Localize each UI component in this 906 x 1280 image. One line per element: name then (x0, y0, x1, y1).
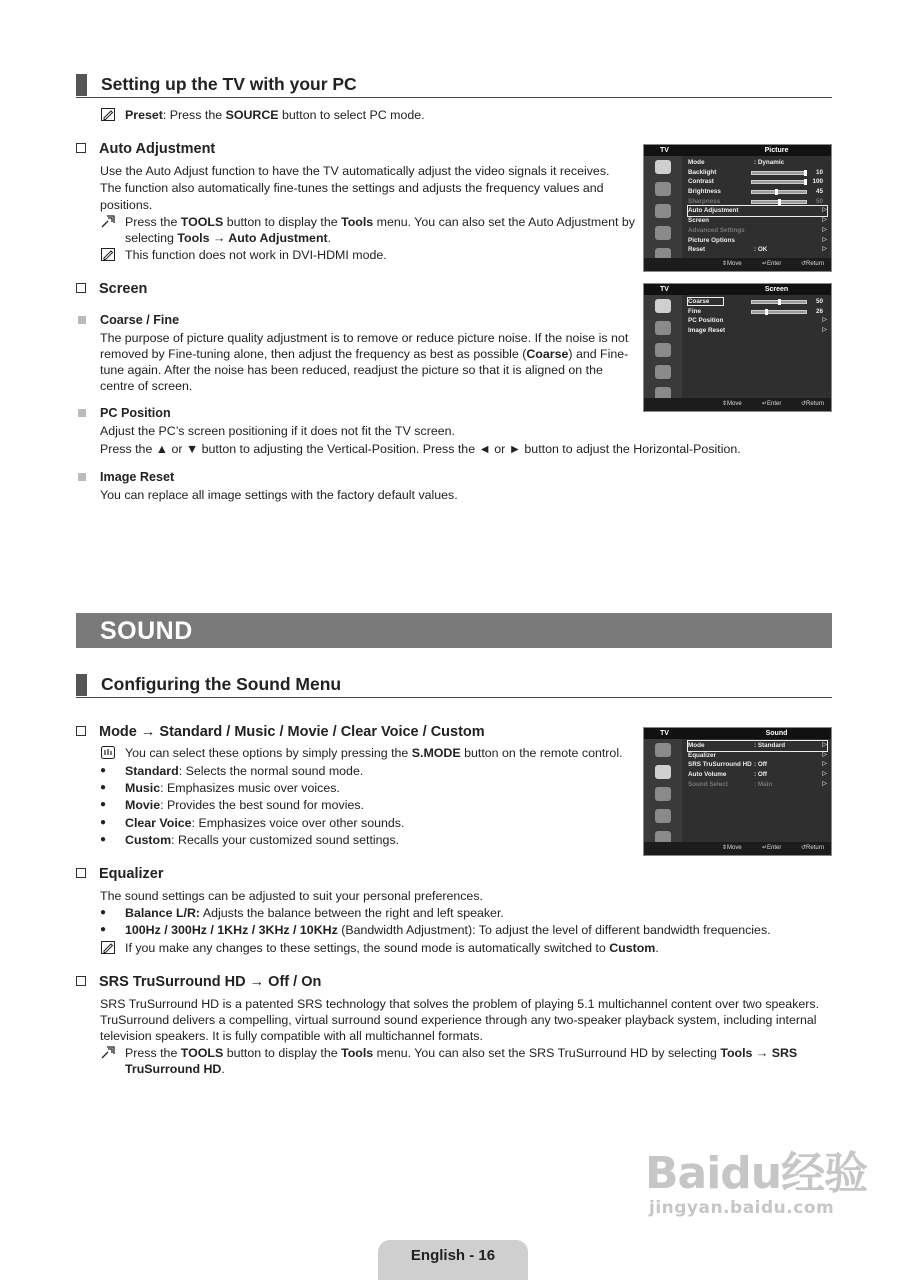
osd-row-reset: Reset : OK ▷ (688, 246, 827, 254)
osd-row-auto-volume: Auto Volume : Off ▷ (688, 771, 827, 779)
section-bar (76, 674, 87, 696)
osd-row-screen: Screen ▷ (688, 217, 827, 225)
list-item: ● Clear Voice: Emphasizes voice over other sounds. (100, 815, 820, 831)
bullet-square-icon (78, 473, 86, 481)
tools-icon (101, 215, 115, 228)
equalizer-paragraph: The sound settings can be adjusted to suit your personal preferences. (100, 889, 483, 903)
sound-banner: SOUND (76, 613, 832, 648)
pc-position-line2: Press the ▲ or ▼ button to adjusting the Vertical-Position. Press the ◄ or ► button to adjust the Horizontal-Position. (100, 442, 741, 456)
osd-row-equalizer: Equalizer ▷ (688, 751, 827, 759)
section-bar (76, 74, 87, 96)
picture-icon (655, 299, 671, 313)
remote-button-icon (101, 746, 115, 759)
heading-auto-adjustment: Auto Adjustment (76, 140, 215, 158)
dvi-note: This function does not work in DVI-HDMI mode. (100, 247, 640, 263)
osd-row-coarse: Coarse 50 (688, 298, 823, 305)
osd-row-srs: SRS TruSurround HD : Off ▷ (688, 761, 827, 769)
osd-sound-menu (643, 727, 832, 856)
osd-row-picture-options: Picture Options ▷ (688, 236, 827, 244)
channel-icon (655, 343, 671, 357)
srs-paragraph: SRS TruSurround HD is a patented SRS technology that solves the problem of playing 5.1 multichannel content over two speakers. TruSurround delivers a compelling, virtual surround sound experience through any two-speaker playback system, including internal television speakers. It is fully compatible with all multichannel formats. (100, 997, 820, 1043)
section-header-sound (76, 672, 832, 698)
smode-note: You can select these options by simply pressing the S.MODE button on the remote control. (100, 745, 640, 761)
auto-adjust-tools-note: Press the TOOLS button to display the Tools menu. You can also set the Auto Adjustment by selecting Tools → Auto Adjustment. (100, 214, 640, 246)
heading-srs: SRS TruSurround HD → Off / On (76, 973, 321, 991)
setup-icon (655, 365, 671, 379)
osd-row-pc-position: PC Position ▷ (688, 317, 827, 325)
note-icon (101, 248, 115, 261)
osd-row-image-reset: Image Reset ▷ (688, 327, 827, 335)
checkbox-square-icon (76, 976, 86, 986)
image-reset-text: You can replace all image settings with the factory default values. (100, 488, 458, 502)
heading-coarse-fine: Coarse / Fine (78, 312, 179, 328)
heading-equalizer: Equalizer (76, 865, 163, 883)
bullet-square-icon (78, 316, 86, 324)
osd-row-advanced: Advanced Settings ▷ (688, 226, 827, 234)
note-icon (101, 941, 115, 954)
osd-title-bar: TV Sound (644, 728, 831, 739)
osd-sidebar (644, 156, 682, 258)
checkbox-square-icon (76, 143, 86, 153)
channel-icon (655, 787, 671, 801)
setup-icon (655, 226, 671, 240)
osd-row-fine: Fine 26 (688, 307, 823, 315)
osd-footer: ⇕ Move ↵ Enter ↺ Return (644, 398, 831, 411)
checkbox-square-icon (76, 868, 86, 878)
osd-title-bar: TV Screen (644, 284, 831, 295)
heading-sound-mode: Mode → Standard / Music / Movie / Clear Voice / Custom (76, 723, 485, 741)
picture-icon (655, 743, 671, 757)
osd-picture-menu (643, 144, 832, 272)
srs-tools-note: Press the TOOLS button to display the Tools menu. You can also set the SRS TruSurround HD by selecting Tools → SRS TruSurround HD. (100, 1045, 820, 1077)
equalizer-note: If you make any changes to these settings, the sound mode is automatically switched to Custom. (100, 940, 820, 956)
list-item: ● Standard: Selects the normal sound mode. (100, 763, 820, 779)
osd-row-auto-adjustment: Auto Adjustment ▷ (688, 207, 827, 215)
picture-icon (655, 160, 671, 174)
section-title-pc: Setting up the TV with your PC (101, 74, 357, 94)
setup-icon (655, 809, 671, 823)
channel-icon (655, 204, 671, 218)
osd-row-backlight: Backlight 10 (688, 168, 823, 176)
list-item: ● 100Hz / 300Hz / 1KHz / 3KHz / 10KHz (Bandwidth Adjustment): To adjust the level of different bandwidth frequencies. (100, 922, 820, 938)
osd-screen-menu (643, 283, 832, 412)
note-icon (101, 108, 115, 121)
watermark-logo: Baidu经验 (645, 1148, 868, 1199)
osd-footer: ⇕ Move ↵ Enter ↺ Return (644, 258, 831, 271)
sound-icon (655, 182, 671, 196)
watermark (645, 1150, 867, 1218)
osd-row-sharpness: Sharpness 50 (688, 197, 823, 205)
section-header-pc (76, 72, 832, 98)
heading-image-reset: Image Reset (78, 469, 174, 485)
list-item: ● Balance L/R: Adjusts the balance between the right and left speaker. (100, 905, 820, 921)
list-item: ● Music: Emphasizes music over voices. (100, 780, 820, 796)
bullet-square-icon (78, 409, 86, 417)
section-title-sound: Configuring the Sound Menu (101, 674, 342, 694)
checkbox-square-icon (76, 283, 86, 293)
watermark-url: jingyan.baidu.com (649, 1198, 835, 1218)
heading-screen: Screen (76, 280, 147, 298)
osd-row-mode: Mode : Standard ▷ (688, 742, 827, 749)
preset-note: Preset: Press the SOURCE button to select PC mode. (100, 107, 640, 123)
coarse-fine-paragraph: The purpose of picture quality adjustment is to remove or reduce picture noise. If the noise is not removed by Fine-tuning alone, then adjust the frequency as best as possible (Coarse) and Fine-tune again. After the noise has been reduced, readjust the picture so that it is aligned on the centre of screen. (100, 331, 629, 393)
list-item: ● Custom: Recalls your customized sound settings. (100, 832, 820, 848)
osd-row-sound-select: Sound Select : Main ▷ (688, 780, 827, 788)
heading-pc-position: PC Position (78, 405, 171, 421)
auto-adjust-paragraph: Use the Auto Adjust function to have the TV automatically adjust the video signals it receives. The function also automatically fine-tunes the settings and adjusts the frequency values and positions. (100, 164, 610, 212)
osd-footer: ⇕ Move ↵ Enter ↺ Return (644, 842, 831, 855)
osd-row-mode: Mode : Dynamic (688, 159, 785, 166)
sound-icon (655, 765, 671, 779)
page-number: English - 16 (378, 1240, 528, 1280)
osd-row-contrast: Contrast 100 (688, 178, 823, 186)
osd-row-brightness: Brightness 45 (688, 188, 823, 196)
osd-title-bar: TV Picture (644, 145, 831, 156)
sound-icon (655, 321, 671, 335)
checkbox-square-icon (76, 726, 86, 736)
list-item: ● Movie: Provides the best sound for movies. (100, 797, 820, 813)
osd-sidebar (644, 295, 682, 398)
pc-position-line1: Adjust the PC’s screen positioning if it does not fit the TV screen. (100, 424, 455, 438)
osd-sidebar (644, 739, 682, 842)
tools-icon (101, 1046, 115, 1059)
